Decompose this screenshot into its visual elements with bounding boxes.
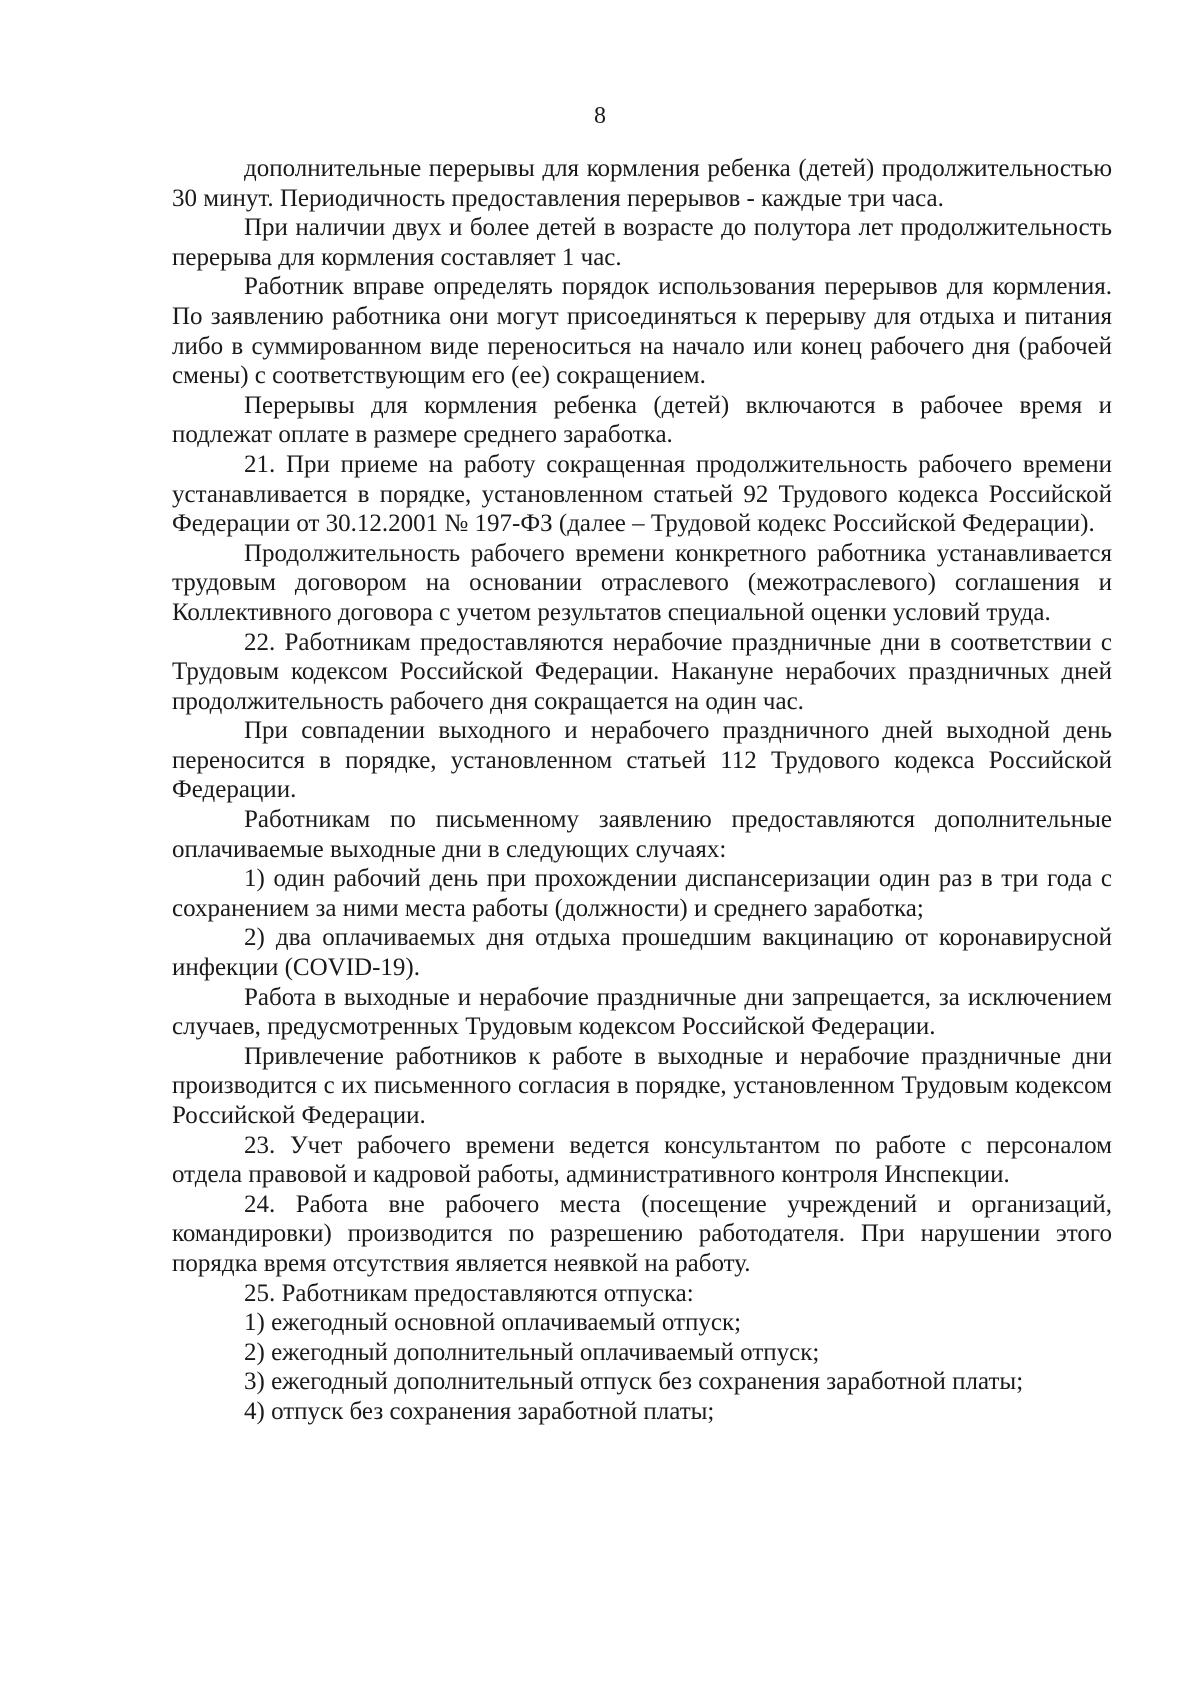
document-body: [172, 154, 1112, 1427]
page-number: 8: [594, 103, 606, 129]
paragraph: При совпадении выходного и нерабочего праздничного дней выходной день переносится в порядке, установленном статьей 112 Трудового кодекса Российской Федерации.: [172, 717, 1112, 804]
paragraph: 1) один рабочий день при прохождении диспансеризации один раз в три года с сохранением за ними места работы (должности) и среднего заработка;: [172, 865, 1112, 922]
paragraph: 23. Учет рабочего времени ведется консультантом по работе с персоналом отдела правовой и кадровой работы, административного контроля Инспекции.: [172, 1131, 1112, 1189]
paragraph: 1) ежегодный основной оплачиваемый отпуск;: [244, 1309, 742, 1337]
paragraph: 3) ежегодный дополнительный отпуск без сохранения заработной платы;: [244, 1368, 1024, 1396]
paragraph: 2) два оплачиваемых дня отдыха прошедшим вакцинацию от коронавирусной инфекции (COVID-19).: [172, 924, 1112, 982]
paragraph: Работникам по письменному заявлению предоставляются дополнительные оплачиваемые выходные дни в следующих случаях:: [172, 806, 1112, 863]
paragraph: 2) ежегодный дополнительный оплачиваемый отпуск;: [244, 1338, 820, 1366]
paragraph: 24. Работа вне рабочего места (посещение учреждений и организаций, командировки) производится по разрешению работодателя. При нарушении этого порядка время отсутствия является неявкой на работу.: [172, 1190, 1112, 1277]
paragraph: При наличии двух и более детей в возрасте до полутора лет продолжительность перерыва для кормления составляет 1 час.: [172, 214, 1112, 271]
paragraph: Продолжительность рабочего времени конкретного работника устанавливается трудовым договором на основании отраслевого (межотраслевого) соглашения и Коллективного договора с учетом результатов специальной оценки условий труда.: [172, 539, 1112, 626]
paragraph: 25. Работникам предоставляются отпуска:: [244, 1279, 694, 1307]
paragraph: 4) отпуск без сохранения заработной платы;: [244, 1397, 715, 1425]
paragraph: 22. Работникам предоставляются нерабочие праздничные дни в соответствии с Трудовым кодексом Российской Федерации. Накануне нерабочих праздничных дней продолжительность рабочего дня сокращается на один час.: [172, 628, 1112, 715]
paragraph: Перерывы для кормления ребенка (детей) включаются в рабочее время и подлежат оплате в размере среднего заработка.: [172, 391, 1112, 449]
paragraph: дополнительные перерывы для кормления ребенка (детей) продолжительностью 30 минут. Периодичность предоставления перерывов - каждые три часа.: [172, 155, 1112, 212]
paragraph: Работа в выходные и нерабочие праздничные дни запрещается, за исключением случаев, предусмотренных Трудовым кодексом Российской Федерации.: [172, 983, 1112, 1041]
paragraph: 21. При приеме на работу сокращенная продолжительность рабочего времени устанавливается в порядке, установленном статьей 92 Трудового кодекса Российской Федерации от 30.12.2001 № 197-ФЗ (далее – Трудовой кодекс Российской Федерации).: [172, 450, 1112, 538]
paragraph: Привлечение работников к работе в выходные и нерабочие праздничные дни производится с их письменного согласия в порядке, установленном Трудовым кодексом Российской Федерации.: [172, 1042, 1112, 1129]
paragraph: Работник вправе определять порядок использования перерывов для кормления. По заявлению работника они могут присоединяться к перерыву для отдыха и питания либо в суммированном виде переноситься на начало или конец рабочего дня (рабочей смены) с соответствующим его (ее) сокращением.: [172, 273, 1112, 390]
